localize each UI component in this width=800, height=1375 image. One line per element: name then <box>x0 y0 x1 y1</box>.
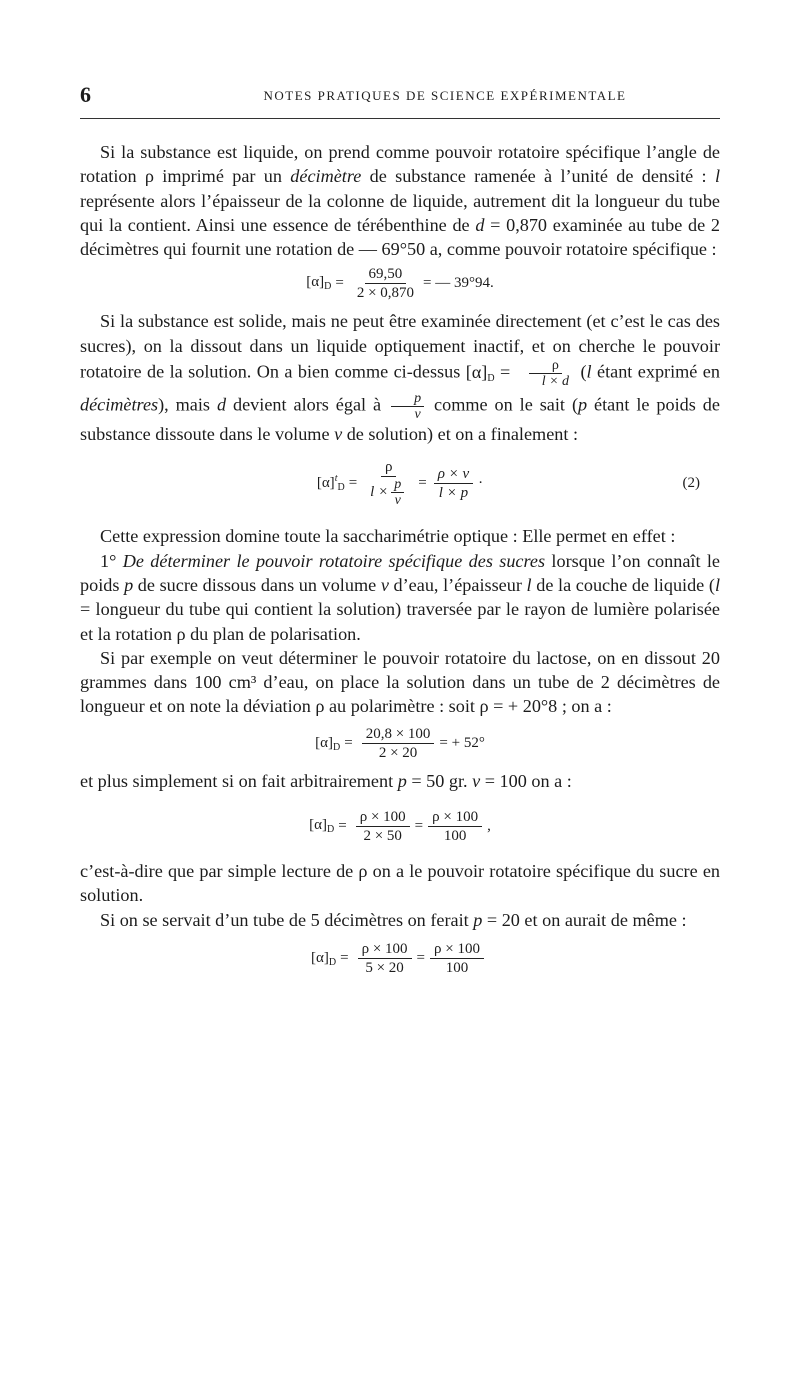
denominator <box>366 477 411 508</box>
text-italic: v <box>472 770 481 791</box>
subscript: D <box>328 956 337 968</box>
numerator: 69,50 <box>365 265 407 284</box>
subscript: D <box>327 824 335 836</box>
denominator: v <box>394 493 401 509</box>
punctuation: , <box>487 817 491 834</box>
inline-formula: $[\alpha]_D$ = $\frac{\rho}{l \times d}$ <box>466 362 575 382</box>
subscript: D <box>487 372 495 384</box>
denominator: l × p <box>438 484 469 501</box>
denominator: 100 <box>443 827 467 844</box>
fraction <box>391 391 424 422</box>
denominator: 2 × 20 <box>378 745 418 762</box>
text: étant le poids de substance dissoute dans le volume <box>80 394 720 445</box>
paragraph-five-decimetre <box>80 908 720 932</box>
fraction <box>358 940 412 977</box>
paragraph-simpler <box>80 769 720 793</box>
text-italic: p <box>397 770 407 791</box>
equation-5: $[\alpha]_D$ = $\frac{\rho \times 100}{5 \times 20}$ = $\frac{\rho \times 100}{100}$ <box>80 934 720 984</box>
text: = 100 on a : <box>480 770 572 791</box>
text: représente alors l’épaisseur de la colonne de liquide, autrement dit la longueur du tube qui la contient. Ainsi une essence de térébenthine de <box>80 190 720 235</box>
numerator: ρ <box>381 458 397 477</box>
equation-3: $[\alpha]_D$ = $\frac{20,8 \times 100}{2 \times 20}$ = + 52° <box>315 726 485 762</box>
paragraph-liquid <box>80 140 720 261</box>
denominator: 100 <box>445 960 469 977</box>
paragraph-direct-reading <box>80 859 720 908</box>
text: ( <box>575 361 587 382</box>
paragraph-point-1 <box>80 549 720 646</box>
subscript: D <box>324 281 332 293</box>
text: Si par exemple on veut déterminer le pouvoir rotatoire du lactose, on en dissout 20 grammes dans 100 cm³ d’eau, on place la solution dans un tube de 2 décimètres de longueur et on note la déviation ρ au polarimètre : soit ρ = + 20°8 ; on a : <box>80 647 720 717</box>
text: 1° <box>100 550 123 571</box>
eq-rhs: = — 39°94. <box>423 274 494 291</box>
fraction <box>362 725 435 762</box>
text: comme on le sait ( <box>427 394 578 415</box>
text-italic: d <box>216 394 227 415</box>
fraction <box>434 465 473 502</box>
alpha: [α] <box>311 949 329 966</box>
text-italic: p <box>473 909 483 930</box>
alpha: [α] <box>465 361 488 382</box>
text: de la couche de liquide ( <box>531 574 715 595</box>
paragraph-solid <box>80 309 720 446</box>
running-title: NOTES PRATIQUES DE SCIENCE EXPÉRIMENTALE <box>263 88 627 103</box>
text: étant exprimé en <box>591 361 720 382</box>
page-body <box>80 140 720 986</box>
alpha: [α] <box>309 817 328 834</box>
paragraph-expression <box>80 524 720 548</box>
alpha: [α] <box>316 475 335 492</box>
text: = 50 gr. <box>406 770 473 791</box>
numerator: ρ × 100 <box>428 808 482 827</box>
text-italic: l <box>714 166 720 187</box>
denominator-part: l × <box>370 484 389 501</box>
eq-lhs <box>311 950 336 968</box>
denominator: l × d <box>541 374 570 390</box>
text: Si on se servait d’un tube de 5 décimètres on ferait <box>100 909 474 930</box>
text: Si la substance est solide, mais ne peut être examinée directement (et c’est le cas des sucres), on la dissout dans un liquide optiquement inactif, et on cherche le pouvoir rotatoire de la solution. On a bien comme ci-dessus <box>80 311 720 382</box>
text: d’eau, l’épaisseur <box>388 574 527 595</box>
text: de solution) et on a finalement : <box>342 424 579 445</box>
text-italic: p <box>578 394 588 415</box>
subscript: D <box>333 741 341 753</box>
numerator: ρ × v <box>434 465 473 484</box>
denominator: v <box>414 407 421 423</box>
equation-1: $[\alpha]_D$ = $\frac{69,50}{2 \times 0,870}$ = — 39°94. <box>306 265 494 301</box>
text: = 0,870 examinée au tube de 2 décimètres qui fournit une rotation de — 69°50 a, comme pouvoir rotatoire spécifique : <box>80 214 720 260</box>
text-italic: p <box>124 574 134 595</box>
fraction <box>519 358 572 389</box>
numerator: 20,8 × 100 <box>362 725 435 744</box>
fraction <box>366 458 411 508</box>
fraction <box>353 265 418 302</box>
text: = longueur du tube qui contient la solution) traversée par le rayon de lumière polarisée et la rotation ρ du plan de polarisation. <box>80 599 720 644</box>
superscript: t <box>334 473 338 485</box>
fraction <box>428 808 482 845</box>
eq-rhs: = + 52° <box>439 735 485 752</box>
numerator: ρ × 100 <box>356 808 410 827</box>
text: lorsque l’on connaît le poids <box>80 550 720 595</box>
equation-4: $[\alpha]_D$ = $\frac{\rho \times 100}{2 \times 50}$ = $\frac{\rho \times 100}{100}$ , <box>309 808 491 844</box>
alpha: [α] <box>306 274 325 291</box>
text: et plus simplement si on fait arbitrairement <box>80 770 398 791</box>
fraction <box>430 940 484 977</box>
page-number: 6 <box>80 82 91 107</box>
numerator: ρ <box>529 358 562 374</box>
equation-2: $[\alpha]^t_D$ = ρ l × $\frac{p}{v}$ = $\frac{\rho \times v}{l \times p}$ · (2) <box>316 459 700 509</box>
text-italic: décimètres <box>80 394 159 415</box>
text-italic: l <box>586 361 592 382</box>
numerator: ρ × 100 <box>358 940 412 959</box>
equation-number: (2) <box>682 474 700 491</box>
denominator: 2 × 0,870 <box>356 284 415 301</box>
eq-lhs <box>315 735 340 753</box>
fraction <box>356 808 410 845</box>
text: c’est-à-dire que par simple lecture de ρ on a le pouvoir rotatoire spécifique du sucre en solution. <box>80 861 720 906</box>
page-header <box>80 82 720 112</box>
eq-lhs <box>317 473 345 493</box>
alpha: [α] <box>315 734 333 751</box>
eq-lhs <box>309 817 334 835</box>
text-italic: v <box>334 424 343 445</box>
denominator: 2 × 50 <box>363 827 402 844</box>
numerator: p <box>391 391 424 407</box>
text: = 20 et on aurait de même : <box>482 909 687 930</box>
numerator: ρ × 100 <box>430 940 484 959</box>
numerator: p <box>391 477 404 493</box>
header-rule <box>80 118 720 119</box>
text-italic: l <box>526 574 532 595</box>
denominator: 5 × 20 <box>365 960 404 977</box>
text-italic: décimètre <box>290 166 362 187</box>
eq-lhs <box>306 274 331 292</box>
text: de sucre dissous dans un volume <box>133 574 381 595</box>
text: Si la substance est liquide, on prend comme pouvoir rotatoire spécifique l’angle de rotation ρ imprimé par un <box>80 142 720 187</box>
text: devient alors égal à <box>226 394 389 415</box>
nested-fraction <box>391 477 404 508</box>
text: Cette expression domine toute la saccharimétrie optique : Elle permet en effet : <box>100 526 676 547</box>
text: de substance ramenée à l’unité de densité : <box>361 166 715 187</box>
text-italic: De déterminer le pouvoir rotatoire spécifique des sucres <box>122 550 546 571</box>
paragraph-lactose-example <box>80 646 720 719</box>
text-italic: d <box>475 214 485 235</box>
text-italic: v <box>380 574 389 595</box>
text-italic: l <box>714 574 721 595</box>
text: ), mais <box>158 394 217 415</box>
subscript: D <box>337 482 345 494</box>
